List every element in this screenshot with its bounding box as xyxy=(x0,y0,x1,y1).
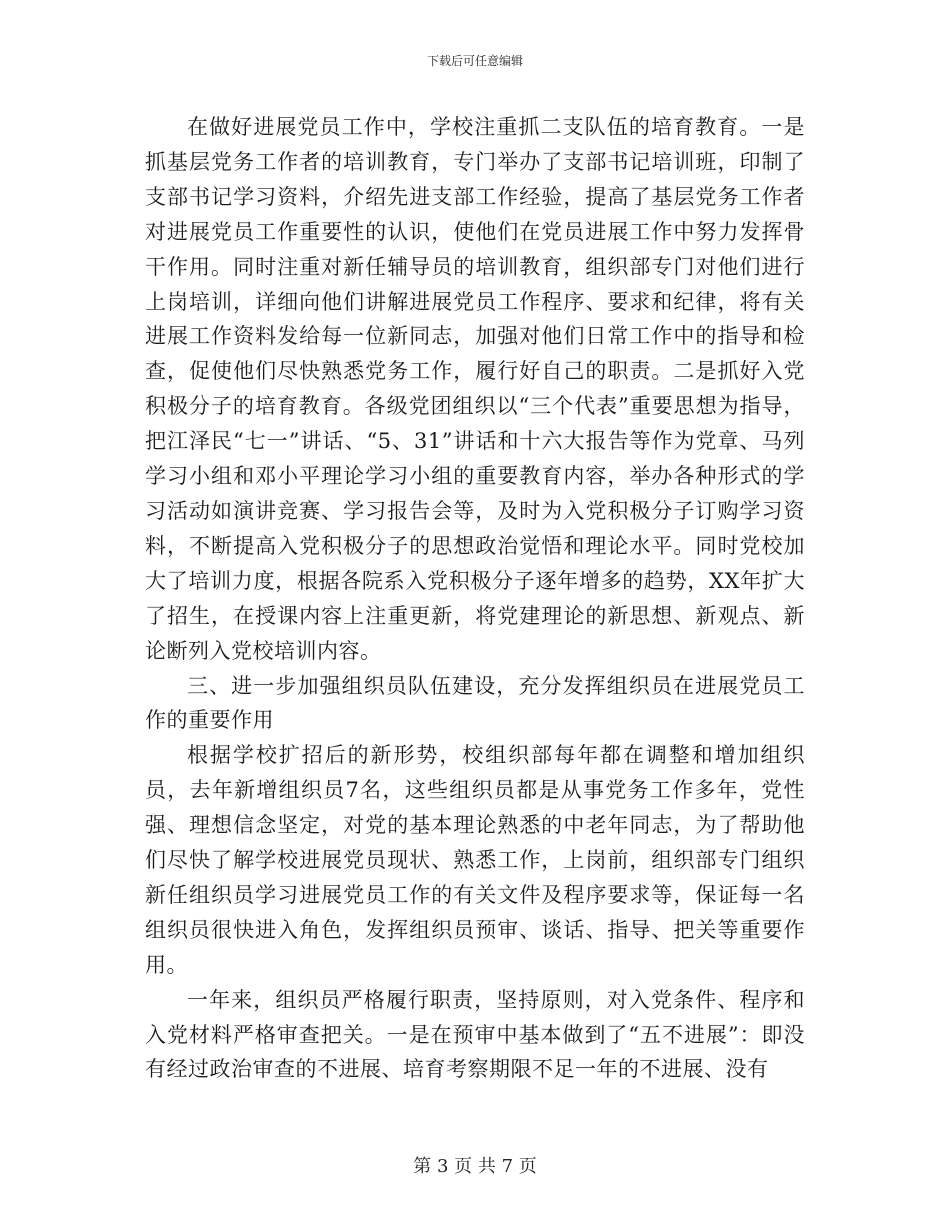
paragraph-training: 在做好进展党员工作中，学校注重抓二支队伍的培育教育。一是抓基层党务工作者的培训教育，专门举办了支部书记培训班，印制了支部书记学习资料，介绍先进支部工作经验，提高了基层党务工作者对进展党员工作重要性的认识，使他们在党员进展工作中努力发挥骨干作用。同时注重对新任辅导员的培训教育，组织部专门对他们进行上岗培训，详细向他们讲解进展党员工作程序、要求和纪律，将有关进展工作资料发给每一位新同志，加强对他们日常工作中的指导和检查，促使他们尽快熟悉党务工作，履行好自己的职责。二是抓好入党积极分子的培育教育。各级党团组织以“三个代表”重要思想为指导，把江泽民“七一”讲话、“5、31”讲话和十六大报告等作为党章、马列学习小组和邓小平理论学习小组的重要教育内容，举办各种形式的学习活动如演讲竞赛、学习报告会等，及时为入党积极分子订购学习资料，不断提高入党积极分子的思想政治觉悟和理论水平。同时党校加大了培训力度，根据各院系入党积极分子逐年增多的趋势，XX年扩大了招生，在授课内容上注重更新，将党建理论的新思想、新观点、新论断列入党校培训内容。 xyxy=(145,115,805,663)
page-header: 下载后可任意编辑 xyxy=(426,54,523,68)
section-heading-organizers: 三、进一步加强组织员队伍建设，充分发挥组织员在进展党员工作的重要作用 xyxy=(145,673,805,733)
document-body xyxy=(145,110,805,1087)
page-number: 第 3 页 共 7 页 xyxy=(413,1156,537,1177)
paragraph-organizers-recruit: 根据学校扩招后的新形势，校组织部每年都在调整和增加组织员，去年新增组织员7名，这些组织员都是从事党务工作多年，党性强、理想信念坚定，对党的基本理论熟悉的中老年同志，为了帮助他们尽快了解学校进展党员现状、熟悉工作，上岗前，组织部专门组织新任组织员学习进展党员工作的有关文件及程序要求等，保证每一名组织员很快进入角色，发挥组织员预审、谈话、指导、把关等重要作用。 xyxy=(145,743,805,977)
paragraph-organizers-duties: 一年来，组织员严格履行职责，坚持原则，对入党条件、程序和入党材料严格审查把关。一是在预审中基本做到了“五不进展”：即没有经过政治审查的不进展、培育考察期限不足一年的不进展、没有 xyxy=(145,987,805,1082)
